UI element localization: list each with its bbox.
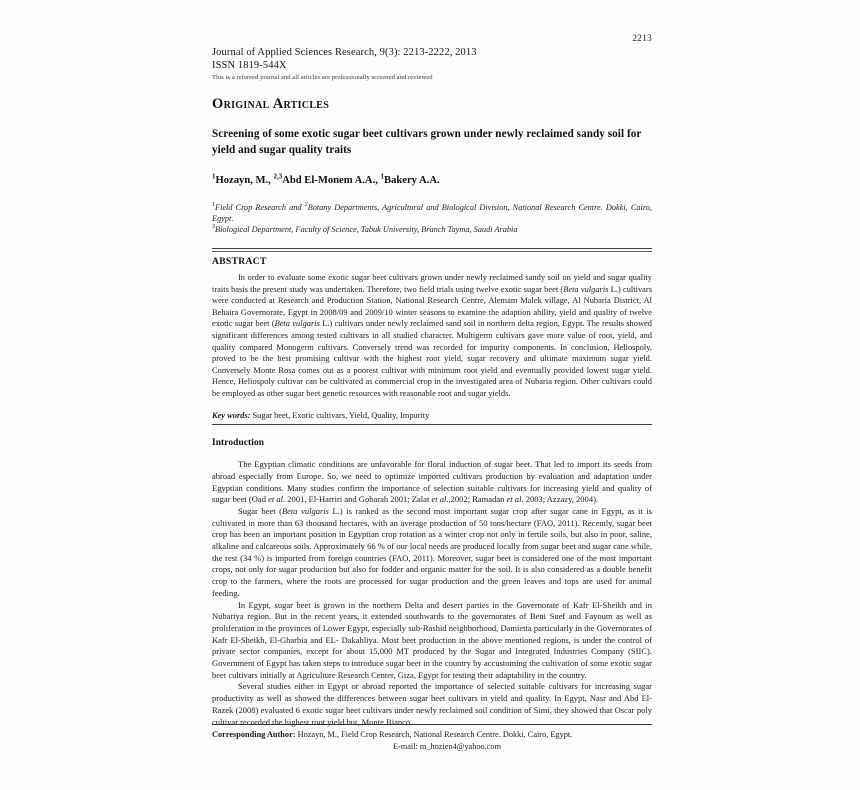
page-content-column: [212, 0, 652, 728]
original-articles-heading: Original Articles: [212, 96, 330, 112]
keywords-value: Sugar beet, Exotic cultivars, Yield, Quality, Impurity: [250, 410, 430, 420]
corresponding-author-email: E-mail: m_hozien4@yahoo.com: [392, 741, 502, 751]
journal-citation-line: Journal of Applied Sciences Research, 9(3): 2213-2222, 2013: [212, 47, 477, 58]
page-footer: [212, 724, 652, 752]
abstract-block: [212, 248, 652, 425]
corresponding-author-label: Corresponding Author:: [212, 730, 296, 739]
abstract-bottom-rule: [212, 424, 652, 425]
author-list: $^1$Hozayn, M., $^{2,3}$Abd El-Monem A.A., $^1$Bakery A.A.: [212, 172, 440, 186]
introduction-heading: Introduction: [212, 438, 265, 449]
abstract-text: In order to evaluate some exotic sugar beet cultivars grown under newly reclaimed sandy soil on yield and sugar quality traits basis the present study was undertaken. Therefore, two field trials using twelve exotic sugar beet (Beta vulgaris L.) cultivars were conducted at Research and Production Station, National Research Centre, Alemam Malek village, Al Nubaria District, Al Behaira Governorate, Egypt in 2008/09 and 2009/10 winter seasons to examine the adaption ability, yield and quality of twelve exotic sugar beet (Beta vulgaris L.) cultivars under newly reclaimed sand soil in northern delta region, Egypt. The results showed significant differences among tested cultivars in all studied character. Multigerm cultivars gave more value of root, yield, and quality compared Monogerm cultivars. Conversely trend was recorded for impurity components. In conclusion, Heliospoly, proved to be the best promising cultivar with the highest root yield, sugar recovery and ultimate maximum sugar yield. Conversely Monte Rosa comes out as a poorest cultivar with minimum root yield and eventually provided lowest sugar yield. Hence, Heliospoly cultivar can be cultivated as commercial crop in the investigated area of Nubaria region. Other cultivars could be employed as other sugar beet genetic resources with reasonable root and sugar yields.: [212, 272, 652, 398]
page-number: 2213: [632, 34, 652, 44]
issn-line: ISSN 1819-544X: [212, 59, 287, 71]
affiliation-line-2: $^3$Biological Department, Faculty of Science, Tabuk University, Branch Tayma, Saudi Arabia: [212, 223, 518, 234]
affiliation-line-1: $^1$Field Crop Research and $^2$Botany Departments, Agricultural and Biological Division, National Research Centre. Dokki, Cairo, Egypt.: [212, 202, 652, 223]
affiliations-block: [212, 203, 652, 235]
introduction-paragraph: Sugar beet (Beta vulgaris L.) is ranked as the second most important sugar crop after sugar cane in Egypt, as it is cultivated in more than 63 thousand hectares, with an average production of 50 tons/hectare (FAO, 2011). Recently, sugar beet crop has been an important position in Egyptian crop rotation as a winter crop not only in fertile soils, but also in poor, saline, alkaline and calcareous soils. Approximately 66 % of our local needs are produced locally from sugar beet and sugar cane while, the rest (34 %) is imported from foreign countries (FAO, 2011). Moreover, sugar beet is considered one of the most important crops, not only for sugar production but also for fodder and organic matter for the soil. It is also considered as a double benefit crop to the farmers, where the roots are processed for sugar production and the green leaves and tops are used for animal feeding.: [212, 505, 652, 598]
article-title: Screening of some exotic sugar beet cultivars grown under newly reclaimed sandy soil for yield and sugar quality traits: [212, 128, 642, 156]
introduction-paragraph: Several studies either in Egypt or abroad reported the importance of selected suitable cultivars for increasing sugar productivity as well as showed the differences between sugar beet cultivars in yield and quality. In Egypt, Nasr and Abd El-Razek (2008) evaluated 6 exotic sugar beet cultivars under newly reclaimed soil condition of Simi, they showed that Oscar poly cultivar recorded the highest root yield but, Monte Bianco: [212, 681, 652, 727]
refereed-statement: This is a refereed journal and all articles are professionally screened and reviewed: [212, 74, 433, 81]
introduction-body: [212, 459, 652, 728]
abstract-heading: ABSTRACT: [212, 255, 267, 267]
introduction-paragraph: In Egypt, sugar beet is grown in the northern Delta and desert parties in the Governorate of Kafr El-Sheikh and in Nubariya region. But in the recent years, it extended southwards to the governorates of Beni Suef and Fayoum as well as proliferation in the provinces of Lower Egypt, especially sub-Rashid neighborhood, Damietta particularly in the Governorates of Kafr El-Sheikh, El-Gharbia and EL- Dakahliya. Most beet production in the above mentioned regions, is under the control of private sector companies, except for about 15,000 MT produced by the Sugar and Integrated Industries Company (SIIC). Government of Egypt has taken steps to introduce sugar beet in the country by accustoming the cultivation of some exotic sugar beet cultivars initially at Agriculture Research Center, Giza, Egypt for testing their adaptability in the country.: [212, 599, 652, 680]
introduction-paragraph: The Egyptian climatic conditions are unfavorable for floral induction of sugar beet. That led to import its seeds from abroad especially from Europe. So, we need to optimize imported cultivars production by evaluation and adaptation under Egyptian conditions. Many studies confirm the importance of selection suitable cultivars for increasing yield and quality of sugar beet (Oad et al. 2001, El-Harriri and Gobarah 2001; Zalat et al.,2002; Ramadan et al. 2003; Azzazy, 2004).: [212, 459, 652, 505]
keywords-label: Key words:: [212, 410, 251, 420]
corresponding-author-line: [212, 725, 652, 741]
keywords-line: [212, 400, 652, 425]
corresponding-author-value: Hozayn, M., Field Crop Research, National Research Centre. Dokki, Cairo, Egypt.: [295, 730, 573, 739]
